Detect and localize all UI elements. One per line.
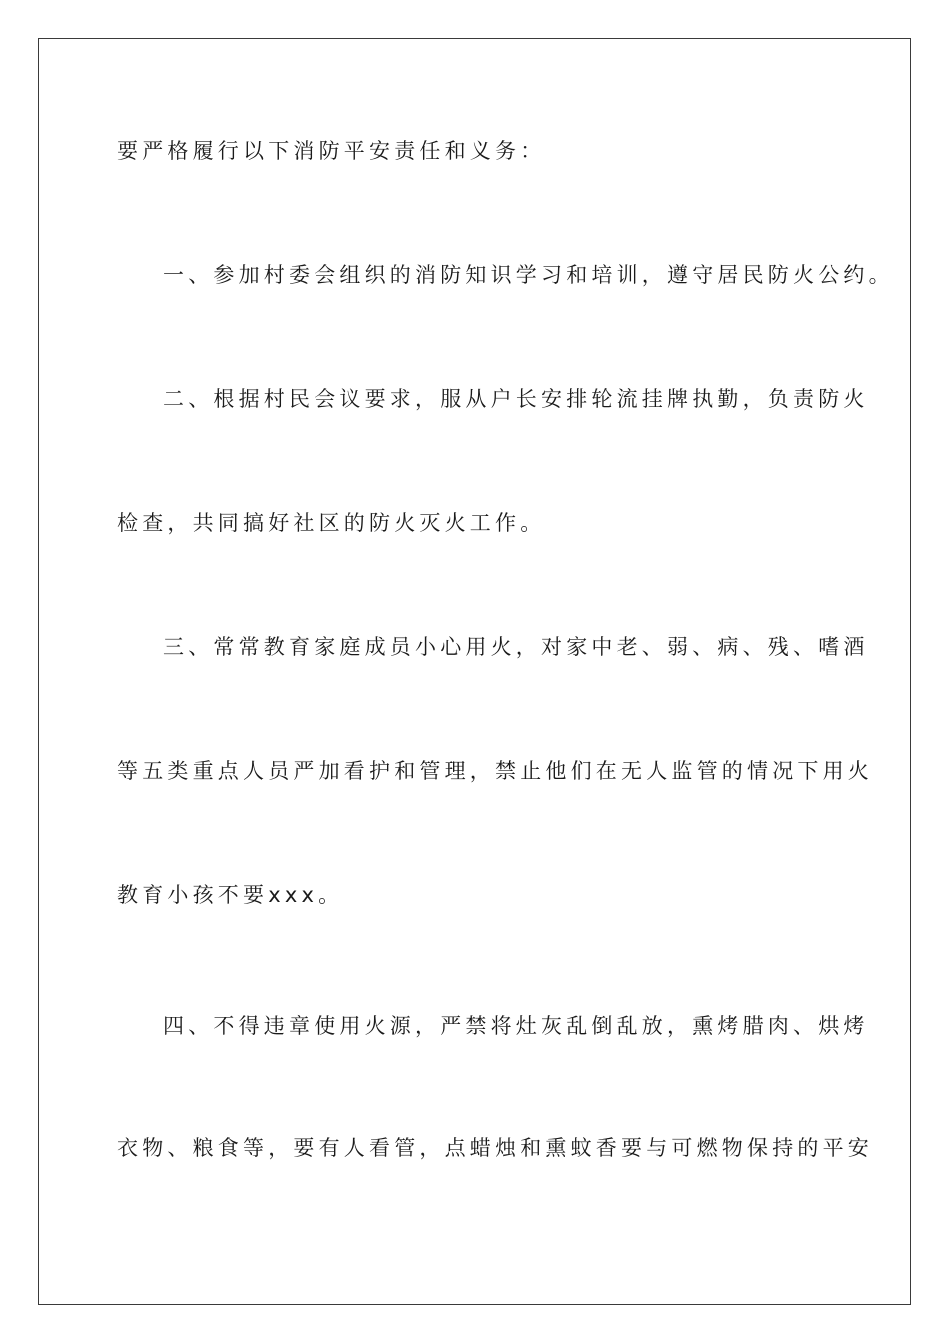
- clause-1-text: 一、参加村委会组织的消防知识学习和培训，遵守居民防火公约。: [163, 263, 894, 287]
- text-line: 检查，共同搞好社区的防火灭火工作。: [117, 511, 546, 535]
- clause-3-text: 三、常常教育家庭成员小心用火，对家中老、弱、病、残、嗜酒: [163, 635, 869, 659]
- text-line: 要严格履行以下消防平安责任和义务：: [117, 139, 546, 163]
- clause-4-text: 四、不得违章使用火源，严禁将灶灰乱倒乱放，熏烤腊肉、烘烤: [163, 1014, 869, 1038]
- page-border: [38, 38, 911, 1305]
- text-line: 教育小孩不要xxx。: [117, 883, 344, 907]
- text-line: 等五类重点人员严加看护和管理，禁止他们在无人监管的情况下用火: [117, 759, 873, 783]
- clause-2-text: 二、根据村民会议要求，服从户长安排轮流挂牌执勤，负责防火: [163, 387, 869, 411]
- text-line: 衣物、粮食等，要有人看管，点蜡烛和熏蚊香要与可燃物保持的平安: [117, 1136, 873, 1160]
